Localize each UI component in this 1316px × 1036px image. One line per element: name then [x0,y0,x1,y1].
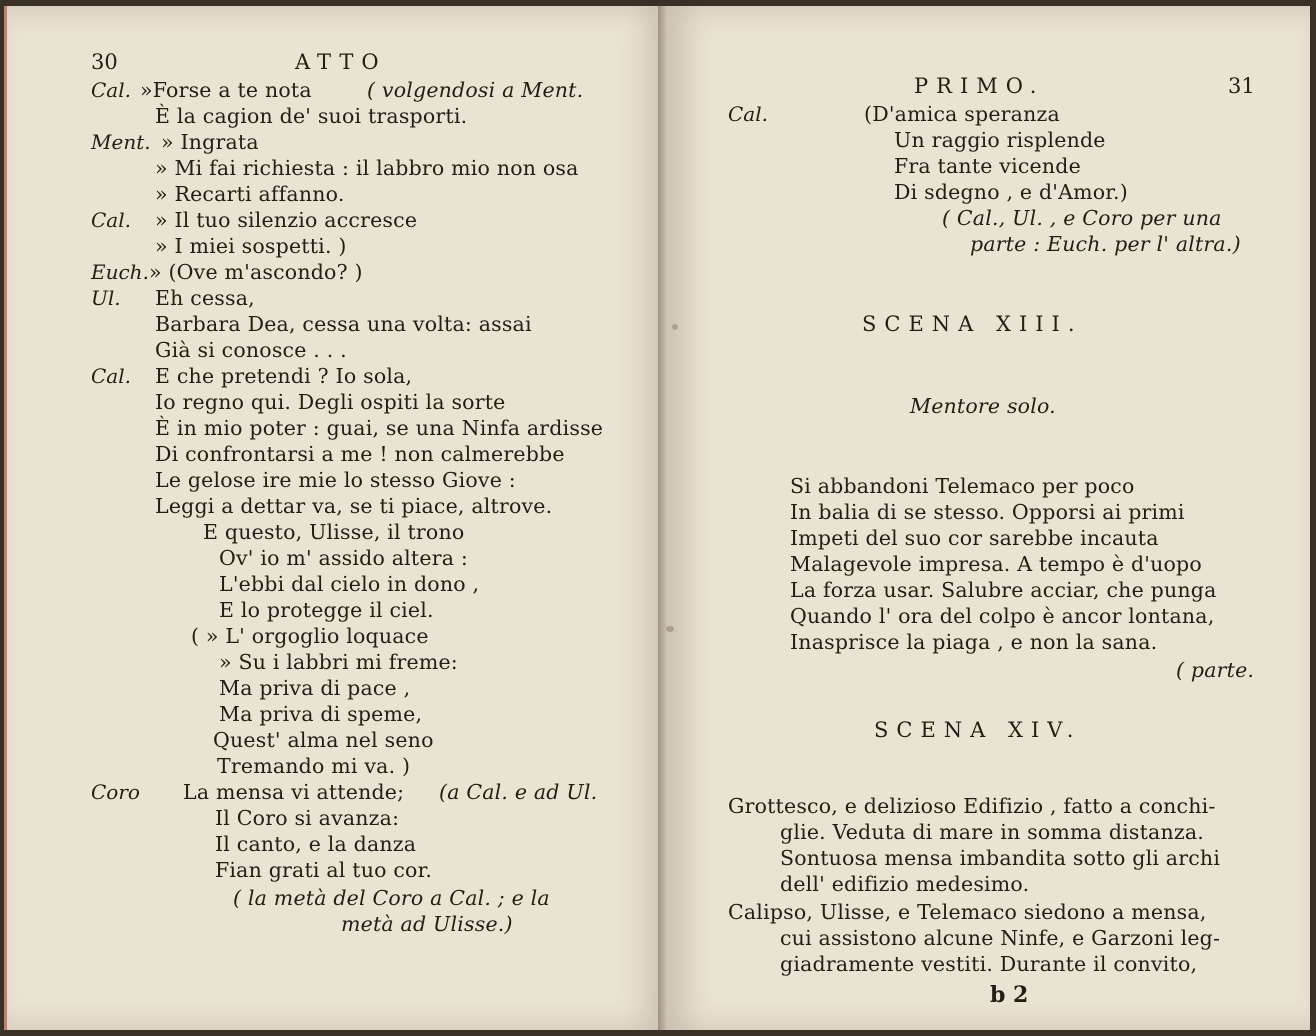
verse-line: » (Ove m'ascondo? ) [149,260,363,284]
verse-line: Di confrontarsi a me ! non calmerebbe [155,442,565,466]
verse-line: » I miei sospetti. ) [155,234,347,258]
verse-line: Di sdegno , e d'Amor.) [894,180,1128,204]
aria-line: ( » L' orgoglio loquace [191,624,429,648]
aria-line: Ma priva di speme, [219,702,423,726]
verse-line: E che pretendi ? Io sola, [155,364,413,388]
scene-heading: SCENA XIV. [874,718,1082,742]
chorus-line: La mensa vi attende; [183,780,405,804]
ink-speck [666,626,674,632]
ink-speck [672,324,678,330]
verse-line: Leggi a dettar va, se ti piace, altrove. [155,494,553,518]
verse-line: Già si conosce . . . [155,338,347,362]
verse-line: (D'amica speranza [864,102,1060,126]
aria-line: Quest' alma nel seno [213,728,434,752]
chorus-line: Fian grati al tuo cor. [215,858,433,882]
verse-line: È la cagion de' suoi trasporti. [155,104,468,128]
prose-line: Si abbandoni Telemaco per poco [790,474,1135,498]
verse-line: È in mio poter : guai, se una Ninfa ardisse [155,416,604,440]
speaker-cal: Cal. [91,208,131,232]
speaker-cal: Cal. [91,78,131,102]
aria-line: » Su i labbri mi freme: [219,650,458,674]
prose-line: Sontuosa mensa imbandita sotto gli archi [780,846,1221,870]
stage-direction: metà ad Ulisse.) [341,912,513,936]
prose-line: In balia di se stesso. Opporsi ai primi [790,500,1185,524]
speaker-cal: Cal. [91,364,131,388]
running-head-left: ATTO [295,50,387,74]
speaker-coro: Coro [91,780,140,804]
prose-line: Malagevole impresa. A tempo è d'uopo [790,552,1202,576]
aria-line: L'ebbi dal cielo in dono , [219,572,480,596]
verse-line: » Mi fai richiesta : il labbro mio non osa [155,156,579,180]
speaker-ul: Ul. [91,286,121,310]
stage-direction: ( parte. [1176,658,1255,682]
verse-line: »Forse a te nota [140,78,312,102]
aria-line: Ov' io m' assido altera : [219,546,468,570]
stage-direction: ( Cal., Ul. , e Coro per una [942,206,1222,230]
verse-line: » Recarti affanno. [155,182,345,206]
verse-line: » Ingrata [161,130,259,154]
speaker-euch: Euch. [91,260,149,284]
signature-mark: b 2 [990,982,1029,1008]
scene-heading: SCENA XIII. [862,312,1083,336]
page-number-right: 31 [1228,74,1255,98]
chorus-line: Il canto, e la danza [215,832,417,856]
right-page [666,6,1310,1030]
aria-line: Ma priva di pace , [219,676,411,700]
prose-line: Grottesco, e delizioso Edifizio , fatto a conchi- [728,794,1216,818]
verse-line: Io regno qui. Degli ospiti la sorte [155,390,506,414]
scene-character-note: Mentore solo. [910,394,1056,418]
speaker-cal: Cal. [728,102,768,126]
prose-line: glie. Veduta di mare in somma distanza. [780,820,1205,844]
verse-line: » Il tuo silenzio accresce [155,208,418,232]
verse-line: Un raggio risplende [894,128,1106,152]
prose-line: Impeti del suo cor sarebbe incauta [790,526,1159,550]
aria-line: E questo, Ulisse, il trono [203,520,465,544]
prose-line: Quando l' ora del colpo è ancor lontana, [790,604,1215,628]
verse-line: Eh cessa, [155,286,255,310]
prose-line: Calipso, Ulisse, e Telemaco siedono a mensa, [728,900,1207,924]
prose-line: cui assistono alcune Ninfe, e Garzoni leg- [780,926,1221,950]
aria-line: E lo protegge il ciel. [219,598,434,622]
verse-line: Fra tante vicende [894,154,1081,178]
verse-line: Le gelose ire mie lo stesso Giove : [155,468,516,492]
prose-line: giadramente vestiti. Durante il convito, [780,952,1198,976]
prose-line: dell' edifizio medesimo. [780,872,1030,896]
prose-line: La forza usar. Salubre acciar, che punga [790,578,1217,602]
prose-line: Inasprisce la piaga , e non la sana. [790,630,1158,654]
left-page [4,6,667,1030]
stage-direction: ( volgendosi a Ment. [367,78,584,102]
running-head-right: PRIMO. [914,74,1045,98]
stage-direction: ( la metà del Coro a Cal. ; e la [233,886,550,910]
stage-direction: parte : Euch. per l' altra.) [970,232,1241,256]
chorus-line: Il Coro si avanza: [215,806,400,830]
verse-line: Barbara Dea, cessa una volta: assai [155,312,532,336]
speaker-ment: Ment. [91,130,151,154]
aria-line: Tremando mi va. ) [217,754,411,778]
stage-direction: (a Cal. e ad Ul. [439,780,598,804]
page-number-left: 30 [91,50,118,74]
